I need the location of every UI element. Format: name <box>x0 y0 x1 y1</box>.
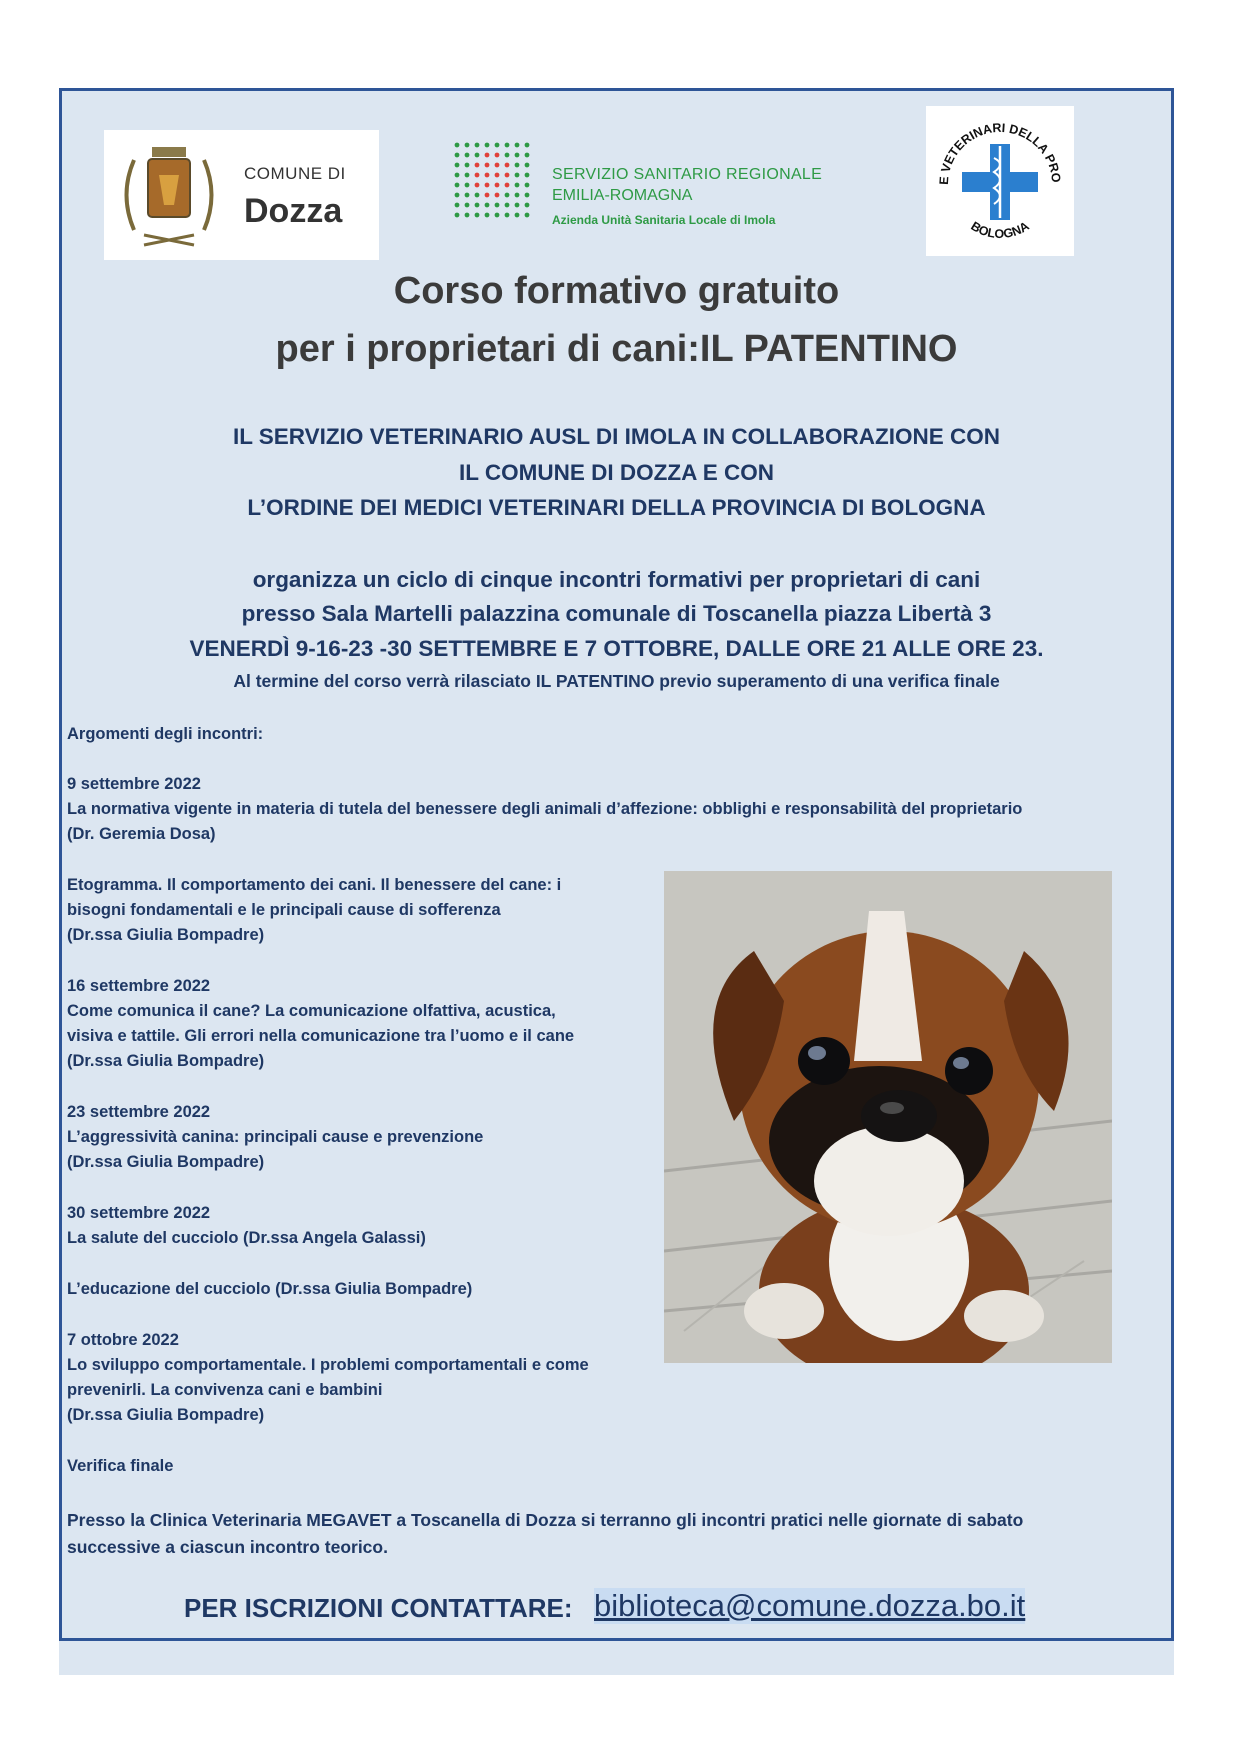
ordine-logo-text-bottom: BOLOGNA <box>968 218 1032 242</box>
puppy-photo-icon <box>664 871 1112 1363</box>
session-date: 7 ottobre 2022 <box>67 1331 179 1349</box>
session-line: (Dr. Geremia Dosa) <box>67 825 216 843</box>
ordine-veterinari-logo <box>926 106 1074 256</box>
intro-line3: VENERDÌ 9-16-23 -30 SETTEMBRE E 7 OTTOBRE, DALLE ORE 21 ALLE ORE 23. <box>189 636 1044 661</box>
session-line: (Dr.ssa Giulia Bompadre) <box>67 926 265 944</box>
topics-heading: Argomenti degli incontri: <box>67 725 264 743</box>
practical-line1: Presso la Clinica Veterinaria MEGAVET a Toscanella di Dozza si terranno gli incontri pratici nelle giornate di sabato <box>67 1510 1024 1530</box>
dozza-logo-line2: Dozza <box>244 192 343 230</box>
contact-email-link[interactable]: biblioteca@comune.dozza.bo.it <box>594 1588 1026 1623</box>
organizers-line2: IL COMUNE DI DOZZA E CON <box>459 460 774 485</box>
session-line: La normativa vigente in materia di tutela del benessere degli animali d’affezione: obblighi e responsabilità del proprietario <box>67 800 1023 818</box>
comune-dozza-logo <box>104 130 379 260</box>
bottom-strip <box>59 1641 1174 1675</box>
session-date: 30 settembre 2022 <box>67 1204 211 1222</box>
practical-line2: successive a ciascun incontro teorico. <box>67 1537 388 1557</box>
ssr-dot-grid-icon <box>452 140 536 230</box>
organizers-line1: IL SERVIZIO VETERINARIO AUSL DI IMOLA IN COLLABORAZIONE CON <box>232 424 1001 449</box>
final-check: Verifica finale <box>67 1457 174 1475</box>
session-date: 9 settembre 2022 <box>67 775 201 793</box>
intro-line1: organizza un ciclo di cinque incontri formativi per proprietari di cani <box>252 567 981 592</box>
dozza-logo-line1: COMUNE DI <box>244 164 346 183</box>
ordine-caduceus-cross-icon <box>926 106 1074 256</box>
session-line: (Dr.ssa Giulia Bompadre) <box>67 1406 265 1424</box>
session-line: visiva e tattile. Gli errori nella comunicazione tra l’uomo e il cane <box>67 1027 575 1045</box>
title-line1: Corso formativo gratuito <box>393 270 840 312</box>
session-date: 16 settembre 2022 <box>67 977 211 995</box>
ssr-logo-line2: EMILIA-ROMAGNA <box>552 187 693 204</box>
ssr-logo-line3: Azienda Unità Sanitaria Locale di Imola <box>552 213 776 227</box>
ordine-logo-text-top: E VETERINARI DELLA PRO <box>936 120 1064 186</box>
session-line: (Dr.ssa Giulia Bompadre) <box>67 1153 265 1171</box>
puppy-photo <box>664 871 1112 1363</box>
ssr-logo-line1: SERVIZIO SANITARIO REGIONALE <box>552 166 823 183</box>
intro-line2: presso Sala Martelli palazzina comunale di Toscanella piazza Libertà 3 <box>241 601 992 626</box>
session-line: prevenirli. La convivenza cani e bambini <box>67 1381 383 1399</box>
session-line: L’aggressività canina: principali cause e prevenzione <box>67 1128 484 1146</box>
session-date: 23 settembre 2022 <box>67 1103 211 1121</box>
session-line: Lo sviluppo comportamentale. I problemi comportamentali e come <box>67 1356 589 1374</box>
dozza-coat-of-arms-icon <box>114 135 224 255</box>
ssr-emilia-romagna-logo <box>452 140 852 235</box>
session-line: (Dr.ssa Giulia Bompadre) <box>67 1052 265 1070</box>
session-line: L’educazione del cucciolo (Dr.ssa Giulia Bompadre) <box>67 1280 473 1298</box>
title-line2: per i proprietari di cani:IL PATENTINO <box>275 328 958 370</box>
contact-label: PER ISCRIZIONI CONTATTARE: <box>184 1593 573 1623</box>
session-line: Etogramma. Il comportamento dei cani. Il benessere del cane: i <box>67 876 562 894</box>
organizers-line3: L’ORDINE DEI MEDICI VETERINARI DELLA PROVINCIA DI BOLOGNA <box>247 495 986 520</box>
session-line: La salute del cucciolo (Dr.ssa Angela Galassi) <box>67 1229 426 1247</box>
svg-text:BOLOGNA <box>968 219 1031 241</box>
session-line: Come comunica il cane? La comunicazione olfattiva, acustica, <box>67 1002 556 1020</box>
intro-line4: Al termine del corso verrà rilasciato IL PATENTINO previo superamento di una verifica finale <box>233 671 1000 691</box>
session-line: bisogni fondamentali e le principali cause di sofferenza <box>67 901 501 919</box>
